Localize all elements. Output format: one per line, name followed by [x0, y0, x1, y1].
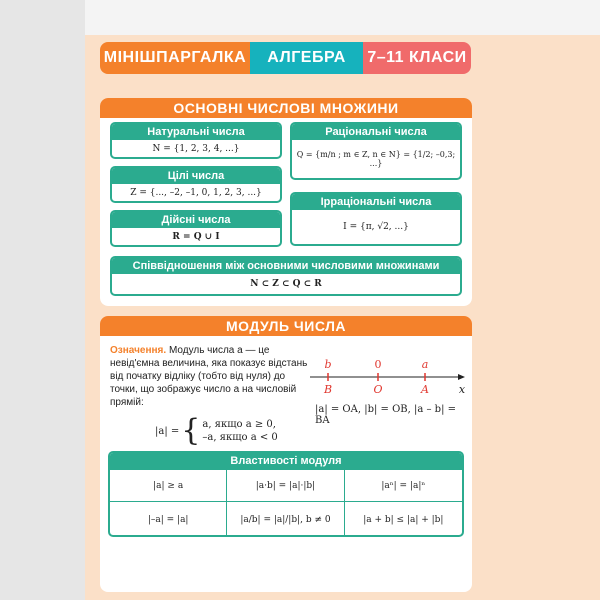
abs-cases [202, 418, 277, 444]
header-algebra: АЛГЕБРА [250, 42, 363, 74]
rational-title: Раціональні числа [292, 124, 460, 140]
label-0: 0 [374, 358, 382, 371]
abs-case2: –a, якщо a < 0 [202, 432, 278, 443]
property-cell: |a·b| = |a|·|b| [227, 469, 344, 501]
number-sets-body [100, 118, 472, 306]
modulus-properties [108, 451, 464, 537]
number-sets-panel [100, 98, 472, 306]
definition-text: Модуль числа a — це невід'ємна величина, яка показує відстань від початку відліку (тобто від нуля) до точки, що зображує число a на числовій прямій: [110, 345, 308, 408]
definition-label: Означення. [110, 345, 167, 356]
arrow-icon [458, 374, 465, 380]
header-grades: 7–11 КЛАСИ [363, 42, 471, 74]
abs-definition [155, 413, 278, 448]
abs-relations: |a| = OA, |b| = OB, |a – b| = BA [315, 404, 457, 426]
real-title: Дійсні числа [112, 212, 280, 228]
modulus-panel [100, 316, 472, 592]
label-A: A [421, 383, 429, 396]
integer-formula: Z = {..., –2, –1, 0, 1, 2, 3, ...} [130, 187, 262, 198]
rational-formula: Q = {m/n ; m ∈ Z, n ∈ N} = {1/2; –0,3; ...} [296, 150, 456, 168]
irrational-title: Ірраціональні числа [292, 194, 460, 210]
real-card [110, 210, 282, 247]
brace-icon: { [181, 413, 201, 448]
natural-formula: N = {1, 2, 3, 4, ...} [152, 143, 240, 154]
real-formula: R = Q ∪ I [172, 231, 220, 242]
abs-case1: a, якщо a ≥ 0, [202, 419, 276, 430]
label-a: a [421, 358, 429, 371]
relation-formula: N ⊂ Z ⊂ Q ⊂ R [250, 279, 322, 289]
rational-card [290, 122, 462, 180]
integer-card [110, 166, 282, 203]
label-B: B [323, 383, 333, 396]
natural-card [110, 122, 282, 159]
integer-title: Цілі числа [112, 168, 280, 184]
number-sets-title: ОСНОВНІ ЧИСЛОВІ МНОЖИНИ [100, 98, 472, 118]
label-b: b [324, 358, 332, 371]
natural-title: Натуральні числа [112, 124, 280, 140]
property-cell: |–a| = |a| [110, 501, 227, 537]
abs-lhs: |a| = [155, 425, 180, 437]
relation-card [110, 256, 462, 296]
irrational-formula: I = {π, √2, ...} [343, 222, 409, 232]
label-O: O [373, 383, 383, 396]
properties-grid [110, 469, 462, 537]
modulus-title: МОДУЛЬ ЧИСЛА [100, 316, 472, 336]
relation-title: Співвідношення між основними числовими множинами [112, 258, 460, 274]
definition-block [110, 344, 310, 409]
label-x: x [458, 383, 466, 396]
page-top-strip [85, 0, 600, 35]
property-cell: |aⁿ| = |a|ⁿ [345, 469, 462, 501]
property-cell: |a/b| = |a|/|b|, b ≠ 0 [227, 501, 344, 537]
property-cell: |a| ≥ a [110, 469, 227, 501]
property-cell: |a + b| ≤ |a| + |b| [345, 501, 462, 537]
number-line [310, 346, 470, 406]
irrational-card [290, 192, 462, 246]
header-banner [100, 42, 471, 74]
header-minishpargalka: МІНІШПАРГАЛКА [100, 42, 250, 74]
properties-title: Властивості модуля [110, 453, 462, 469]
